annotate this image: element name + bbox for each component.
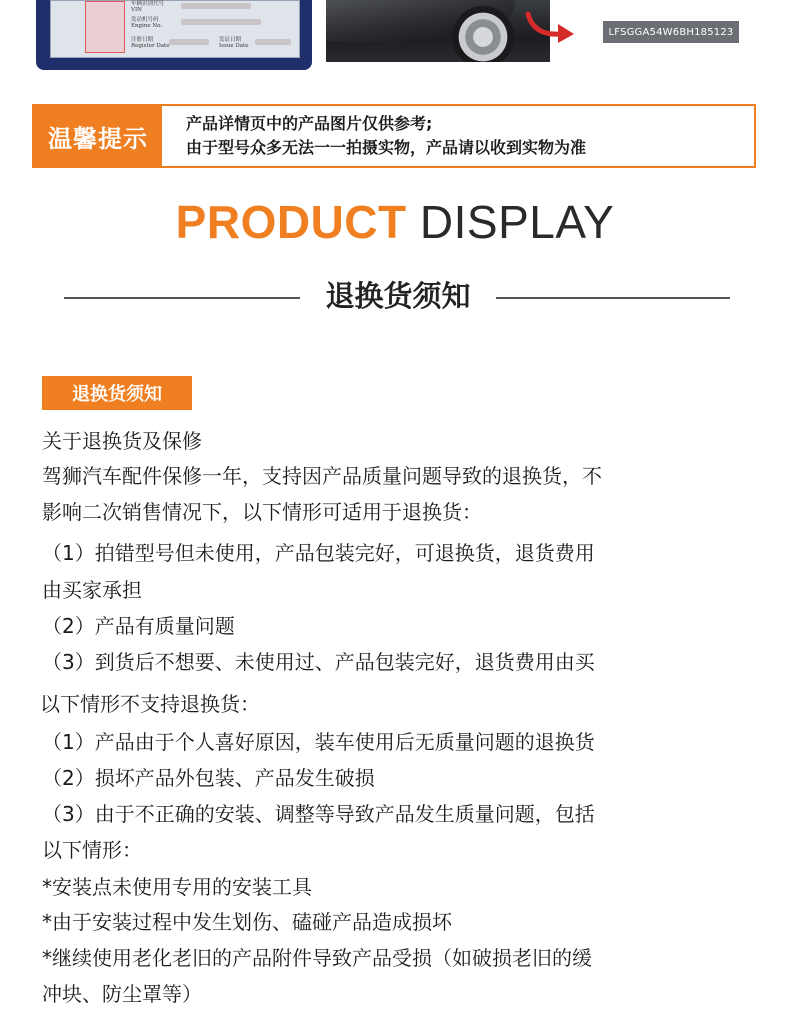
card-label-vin-en: VIN (131, 7, 142, 13)
content-line: （3）由于不正确的安装、调整等导致产品发生质量问题，包括 (42, 802, 595, 826)
content-line: （2）损坏产品外包装、产品发生破损 (42, 766, 375, 790)
card-label-register-en: Register Date (131, 43, 170, 49)
card-label-vin-cn: 车辆识别代号 (131, 1, 165, 7)
content-line: *继续使用老化老旧的产品附件导致产品受损（如破损老旧的缓 (42, 946, 592, 970)
red-arrow-icon (524, 10, 576, 46)
content-line: （3）到货后不想要、未使用过、产品包装完好，退货费用由买 (42, 650, 595, 674)
notice-banner (32, 104, 756, 168)
content-line: 影响二次销售情况下，以下情形可适用于退换货： (42, 500, 482, 524)
content-line: （2）产品有质量问题 (42, 614, 235, 638)
vin-badge: LFSGGA54W6BH185123 (603, 21, 739, 43)
card-label-engine-en: Engine No. (131, 23, 163, 29)
notice-text (186, 112, 586, 160)
notice-line-2: 由于型号众多无法一一拍摄实物，产品请以收到实物为准 (186, 138, 587, 157)
blurred-value (255, 39, 291, 45)
content-line: 由买家承担 (42, 578, 142, 602)
content-line: *安装点未使用专用的安装工具 (42, 875, 312, 899)
blurred-value (169, 39, 209, 45)
top-image-strip (0, 0, 790, 75)
content-line: 关于退换货及保修 (42, 429, 202, 453)
notice-tag: 温馨提示 (34, 106, 162, 166)
content-line: 以下情形不支持退换货： (40, 692, 260, 716)
section-title: 退换货须知 (325, 279, 471, 313)
highlight-box (85, 1, 125, 53)
divider-left (64, 297, 300, 299)
car-photo (326, 0, 550, 62)
product-display-heading (0, 194, 790, 250)
card-label-issue-en: Issue Date (219, 43, 249, 49)
card-label-issue-cn: 发证日期 (219, 37, 242, 43)
content-line: 冲块、防尘罩等） (42, 982, 202, 1006)
car-wheel-icon (452, 6, 514, 62)
card-label-register-cn: 注册日期 (131, 37, 154, 43)
notice-line-1: 产品详情页中的产品图片仅供参考; (186, 114, 433, 133)
blurred-value (181, 19, 261, 25)
content-line: （1）产品由于个人喜好原因，装车使用后无质量问题的退换货 (42, 730, 595, 754)
heading-bold-word: PRODUCT (175, 196, 407, 248)
content-line: 驾狮汽车配件保修一年，支持因产品质量问题导致的退换货，不 (42, 464, 602, 488)
content-line: 以下情形： (42, 838, 142, 862)
vehicle-license-card (36, 0, 312, 70)
heading-thin-word: DISPLAY (419, 196, 615, 248)
section-label: 退换货须知 (42, 376, 192, 410)
card-label-engine-cn: 发动机号码 (131, 17, 159, 23)
blurred-value (181, 3, 251, 9)
license-card-face (50, 0, 300, 58)
divider-right (496, 297, 730, 299)
content-line: *由于安装过程中发生划伤、磕碰产品造成损坏 (42, 910, 452, 934)
content-line: （1）拍错型号但未使用，产品包装完好，可退换货，退货费用 (42, 541, 595, 565)
